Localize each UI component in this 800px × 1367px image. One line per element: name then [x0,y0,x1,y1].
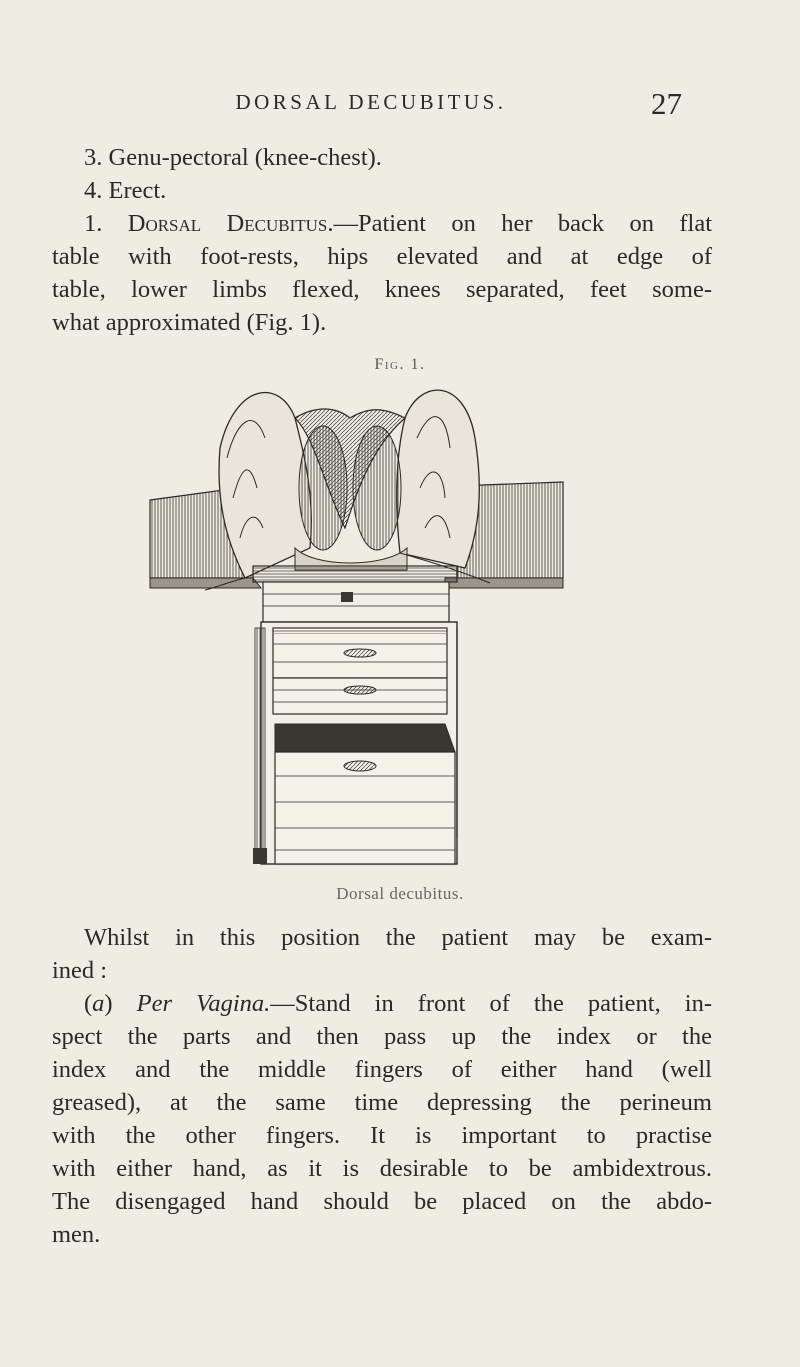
body-line: The disengaged hand should be placed on the abdo- [52,1188,712,1215]
body-line: with the other fingers. It is important to practise [52,1122,712,1149]
list-item-text: Erect. [108,177,167,204]
page-number: 27 [651,86,682,121]
body-line: men. [52,1221,101,1248]
body-line: greased), at the same time depressing the perineum [52,1089,712,1116]
section-line: table with foot-rests, hips elevated and at edge of [52,243,712,270]
body-line: spect the parts and then pass up the index or the [52,1023,712,1050]
figure-label: Fig. 1. [374,356,426,373]
list-item [52,141,712,174]
page-header [60,86,682,122]
section-number: 1. [84,210,103,237]
body-line: index and the middle fingers of either hand (well [52,1056,712,1083]
section-line: what approximated (Fig. 1). [52,309,327,336]
item-marker-close: ) [104,990,113,1017]
dorsal-decubitus-engraving [145,378,565,878]
list-item-number: 3. [84,144,103,171]
section-text: —Patient on her back on flat [333,210,713,237]
list-block [52,141,712,339]
item-marker-open: ( [84,990,93,1017]
figure-caption: Dorsal decubitus. [336,884,464,903]
running-head: DORSAL DECUBITUS. [235,90,507,114]
list-item [52,174,712,207]
body-line: with either hand, as it is desirable to be ambidextrous. [52,1155,712,1182]
body-line: ined : [52,957,108,984]
examination-table [253,566,457,864]
section-first-line [52,207,712,240]
list-item-text: Genu-pectoral (knee-chest). [108,144,382,171]
body-line: Whilst in this position the patient may be exam- [84,924,712,951]
item-a-first-line [52,987,712,1020]
item-title: Per Vagina. [136,990,271,1017]
list-item-number: 4. [84,177,103,204]
draped-patient [205,390,490,590]
body-text [52,921,712,1251]
section-line: table, lower limbs flexed, knees separated, feet some- [52,276,712,303]
section-heading: Dorsal Decubitus. [127,210,334,237]
item-marker: a [92,990,105,1017]
item-text: —Stand in front of the patient, in- [270,990,712,1017]
